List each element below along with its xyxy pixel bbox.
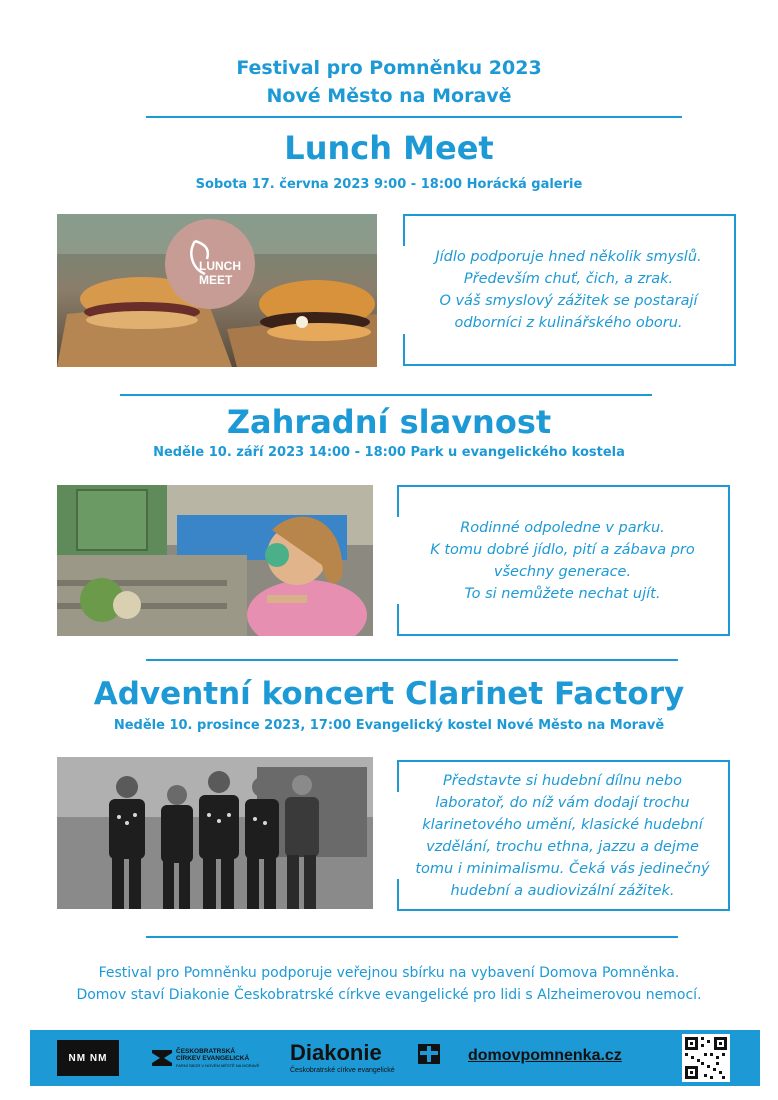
- festival-location: Nové Město na Moravě: [266, 85, 512, 107]
- chalice-icon: [152, 1050, 172, 1066]
- cce-logo: ČESKOBRATRSKÁ CÍRKEV EVANGELICKÁ FARNÍ SBOR V NOVÉM MĚSTĚ NA MORAVĚ: [152, 1046, 272, 1076]
- cross-icon: [418, 1044, 440, 1064]
- nmnm-logo: NM NM: [57, 1040, 119, 1076]
- diakonie-logo: Diakonie Českobratrské církve evangelické: [290, 1040, 470, 1080]
- event-title-lunch-meet: Lunch Meet: [284, 129, 494, 167]
- event-subtitle-zahradni-slavnost: Neděle 10. září 2023 14:00 - 18:00 Park u evangelického kostela: [153, 445, 625, 460]
- event-title-zahradni-slavnost: Zahradní slavnost: [226, 403, 552, 441]
- garden-party-description-box: [397, 485, 730, 636]
- clarinet-factory-photo: [57, 757, 373, 909]
- qr-code-icon[interactable]: [682, 1034, 730, 1082]
- event-subtitle-lunch-meet: Sobota 17. června 2023 9:00 - 18:00 Horácká galerie: [195, 177, 583, 192]
- website-link[interactable]: domovpomnenka.cz: [468, 1047, 622, 1064]
- lunch-meet-description: Jídlo podporuje hned několik smyslů. Především chuť, čich, a zrak. O váš smyslový zážitek se postarají odborníci z kulinářského oboru.: [435, 249, 702, 331]
- footer-text: Festival pro Pomněnku podporuje veřejnou sbírku na vybavení Domova Pomněnka. Domov staví Diakonie Českobratrské církve evangelické pro lidi s Alzheimerovou nemocí.: [76, 965, 702, 1003]
- divider: [120, 394, 652, 396]
- sponsor-bar: [30, 1030, 760, 1086]
- divider: [146, 659, 678, 661]
- lunch-meet-description-box: [403, 214, 736, 366]
- clarinet-factory-description: Představte si hudební dílnu nebo laboratoř, do níž vám dodají trochu klarinetového umění, klasické hudební vzdělání, trochu ethna, jazzu a dejme tomu i minimalismu. Čeká vás jedinečný hudební a audiovizální zážitek.: [415, 772, 710, 899]
- event-subtitle-clarinet-factory: Neděle 10. prosince 2023, 17:00 Evangelický kostel Nové Město na Moravě: [113, 718, 665, 733]
- event-title-clarinet-factory: Adventní koncert Clarinet Factory: [93, 676, 685, 712]
- clarinet-factory-description-box: [397, 760, 730, 911]
- lunch-meet-logo: LUNCH MEET: [165, 219, 255, 309]
- garden-party-photo: [57, 485, 373, 636]
- garden-party-description: Rodinné odpoledne v parku. K tomu dobré jídlo, pití a zábava pro všechny generace. To si nemůžete nechat ujít.: [430, 519, 695, 602]
- lunch-meet-photo: [57, 214, 377, 367]
- divider: [146, 116, 682, 118]
- festival-title: Festival pro Pomněnku 2023: [236, 57, 542, 79]
- divider: [146, 936, 678, 938]
